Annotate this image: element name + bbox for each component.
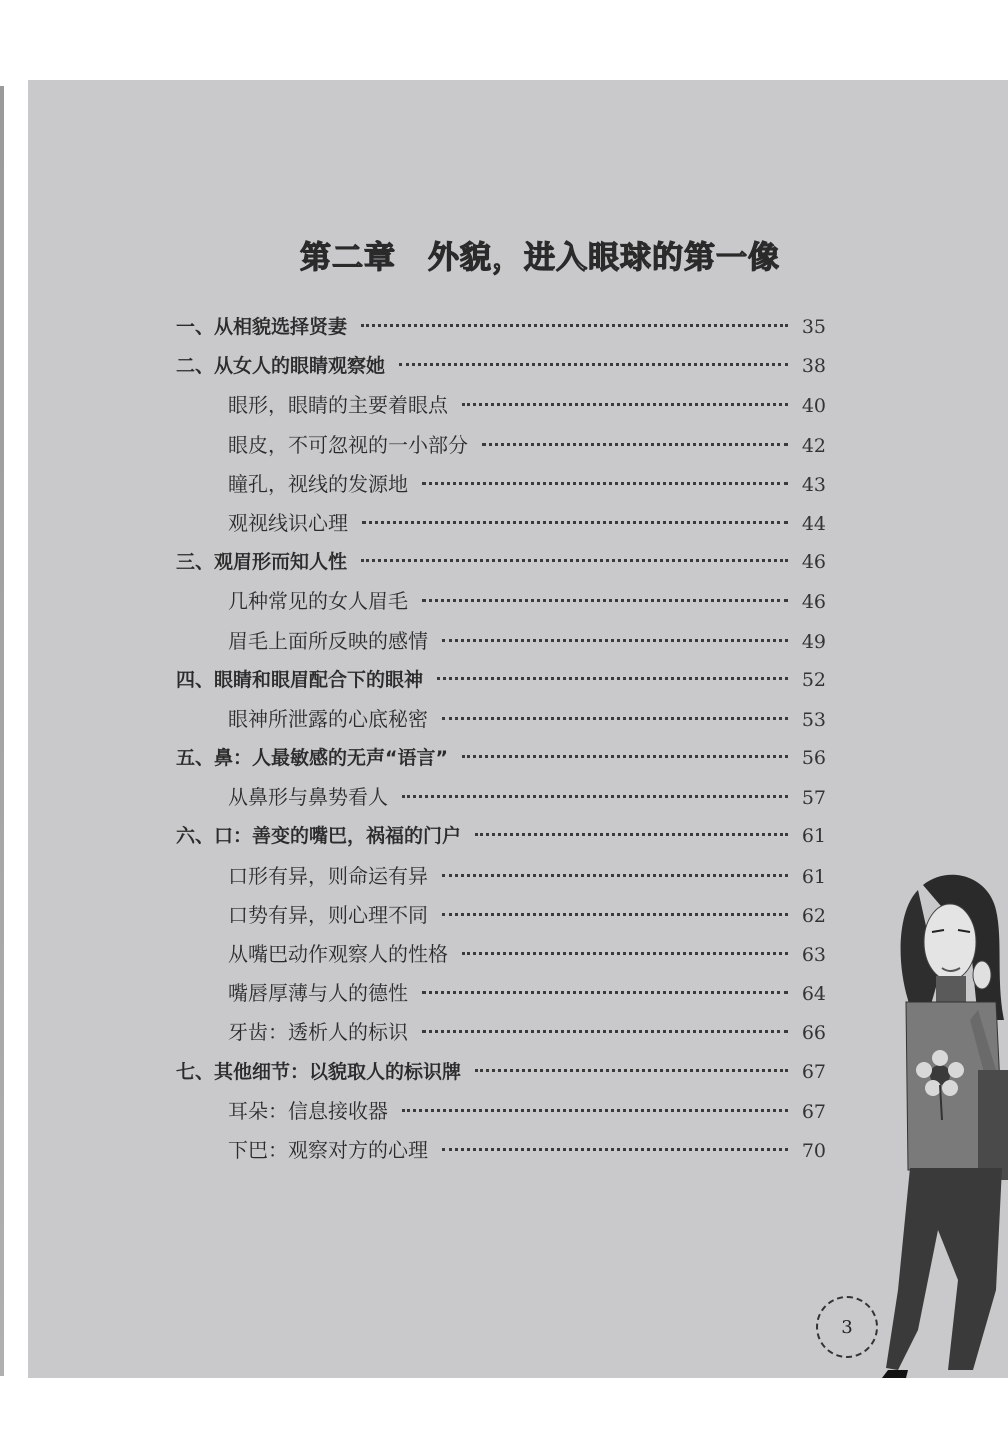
toc-entry-page: 70 (801, 1139, 826, 1162)
toc-entry-page: 35 (801, 316, 826, 338)
toc-entry-page: 63 (801, 944, 826, 966)
dot-leader (462, 755, 788, 758)
toc-entry (176, 778, 826, 817)
toc-entry-page: 53 (801, 708, 826, 731)
toc-entry-page: 44 (801, 512, 826, 535)
toc-entry (176, 661, 826, 700)
dot-leader (482, 443, 788, 446)
toc-entry (176, 896, 826, 935)
dot-leader (422, 1030, 788, 1033)
toc-entry (176, 347, 826, 386)
toc-entry-label: 七、其他细节：以貌取人的标识牌 (176, 1060, 462, 1083)
toc-entry (176, 1013, 826, 1052)
toc-entry-page: 56 (801, 747, 826, 770)
toc-entry (176, 1053, 826, 1092)
toc-entry-page: 46 (801, 551, 826, 574)
dot-leader (362, 521, 788, 524)
toc-entry-page: 67 (801, 1100, 826, 1123)
toc-entry (176, 543, 826, 582)
dot-leader (442, 913, 788, 916)
woman-illustration (878, 870, 1008, 1378)
toc-entry-label: 一、从相貌选择贤妻 (176, 316, 348, 338)
toc-entry (176, 622, 826, 661)
toc-entry-label: 几种常见的女人眉毛 (228, 589, 408, 614)
dot-leader (462, 403, 788, 406)
dot-leader (422, 482, 788, 485)
toc-entry-label: 眼神所泄露的心底秘密 (228, 706, 428, 731)
toc-entry-label: 二、从女人的眼睛观察她 (176, 355, 386, 378)
toc-entry-page: 46 (801, 591, 826, 614)
toc-entry-label: 六、口：善变的嘴巴，祸福的门户 (176, 825, 462, 848)
toc-entry-label: 牙齿：透析人的标识 (228, 1020, 408, 1045)
toc-entry-page: 57 (801, 787, 826, 810)
toc-entry (176, 465, 826, 504)
toc-entry (176, 739, 826, 778)
toc-entry (176, 426, 826, 465)
dot-leader (402, 795, 788, 798)
page-number: 3 (841, 1316, 853, 1338)
toc-entry (176, 386, 826, 425)
chapter-title: 第二章 外貌，进入眼球的第一像 (300, 240, 780, 276)
toc-entry-label: 嘴唇厚薄与人的德性 (228, 981, 408, 1006)
dot-leader (442, 639, 788, 642)
dot-leader (399, 363, 788, 366)
page-edge-shadow (0, 86, 4, 1376)
toc-entry-page: 42 (801, 434, 826, 457)
toc-entry (176, 817, 826, 856)
toc-entry (176, 582, 826, 621)
toc-entry-label: 从鼻形与鼻势看人 (228, 785, 388, 810)
toc-entry-page: 66 (801, 1022, 826, 1045)
toc-entry-label: 口形有异，则命运有异 (228, 863, 428, 888)
toc-entry-page: 67 (801, 1060, 826, 1083)
dot-leader (462, 952, 788, 955)
toc-entry-page: 61 (801, 865, 826, 888)
toc-entry-label: 眉毛上面所反映的感情 (228, 628, 428, 653)
toc-entry (176, 700, 826, 739)
toc-entry-page: 43 (801, 473, 826, 496)
toc-entry-label: 口势有异，则心理不同 (228, 902, 428, 927)
dot-leader (475, 833, 788, 836)
toc-entry (176, 1131, 826, 1170)
toc-entry-label: 下巴：观察对方的心理 (228, 1137, 428, 1162)
toc-entry-label: 五、鼻：人最敏感的无声“语言” (176, 747, 448, 770)
toc-entry (176, 308, 826, 347)
toc-entry (176, 935, 826, 974)
toc-entry-page: 61 (801, 825, 826, 848)
toc-entry-label: 瞳孔，视线的发源地 (228, 471, 408, 496)
toc-entry-page: 62 (801, 904, 826, 927)
dot-leader (475, 1069, 788, 1072)
toc-entry-label: 四、眼睛和眼眉配合下的眼神 (176, 668, 424, 691)
toc-entry-label: 从嘴巴动作观察人的性格 (228, 942, 448, 966)
dot-leader (422, 991, 788, 994)
toc-entry (176, 1092, 826, 1131)
toc-entry (176, 504, 826, 543)
table-of-contents (176, 308, 826, 1170)
dot-leader (442, 874, 788, 877)
toc-entry-label: 观视线识心理 (228, 510, 348, 535)
toc-entry-page: 38 (801, 355, 826, 378)
toc-entry-label: 眼皮，不可忽视的一小部分 (228, 432, 468, 457)
dot-leader (361, 324, 788, 327)
toc-entry (176, 857, 826, 896)
dot-leader (437, 677, 788, 680)
toc-entry-page: 64 (801, 983, 826, 1006)
book-page (28, 80, 1008, 1378)
toc-entry (176, 974, 826, 1013)
dot-leader (422, 599, 788, 602)
toc-entry-page: 52 (801, 668, 826, 691)
dot-leader (402, 1109, 788, 1112)
dot-leader (361, 559, 788, 562)
dot-leader (442, 717, 788, 720)
toc-entry-label: 三、观眉形而知人性 (176, 551, 348, 574)
dot-leader (442, 1148, 788, 1151)
toc-entry-page: 40 (801, 395, 826, 418)
toc-entry-label: 眼形，眼睛的主要着眼点 (228, 393, 448, 418)
toc-entry-label: 耳朵：信息接收器 (228, 1098, 388, 1123)
page-number-badge (816, 1296, 878, 1358)
toc-entry-page: 49 (801, 630, 826, 653)
